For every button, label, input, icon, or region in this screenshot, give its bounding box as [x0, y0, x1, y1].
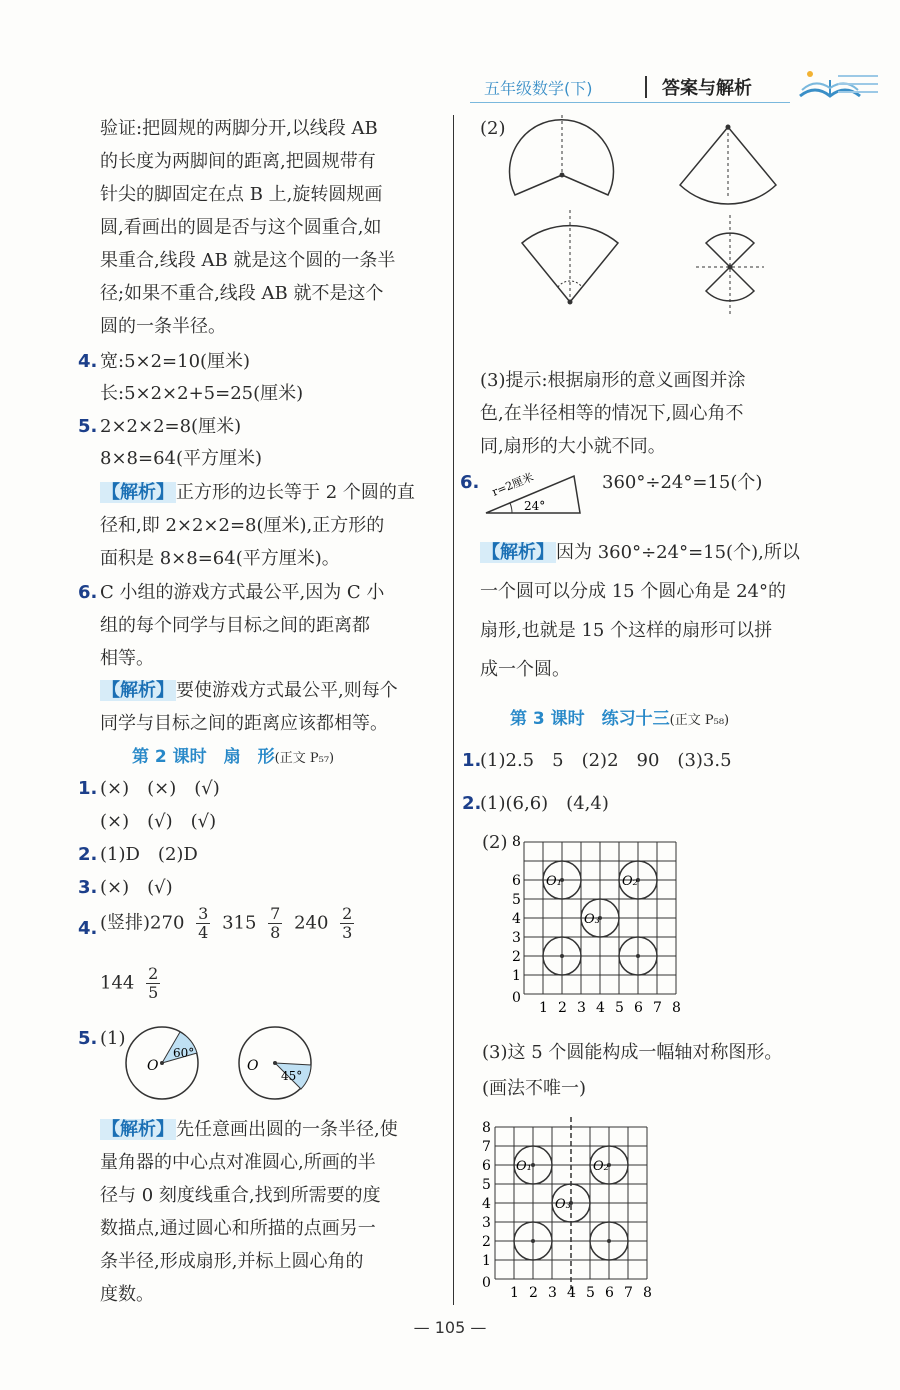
- explanation-line: 同学与目标之间的距离应该都相等。: [100, 713, 388, 734]
- y-tick: 5: [512, 892, 521, 908]
- answer-line: 相等。: [100, 648, 154, 669]
- x-tick: 8: [643, 1285, 652, 1301]
- verify-line: 的长度为两脚间的距离,把圆规带有: [100, 151, 376, 172]
- sector-drawings-figure: [500, 115, 800, 315]
- hint-line: 同,扇形的大小就不同。: [480, 436, 666, 457]
- coordinate-grid-1: [500, 832, 700, 1022]
- explanation-tag: 【解析】: [102, 680, 174, 701]
- verify-line: 圆,看画出的圆是否与这个圆重合,如: [100, 217, 382, 238]
- x-tick: 7: [653, 1000, 662, 1016]
- circle-label: O₂: [593, 1159, 609, 1174]
- sub-label: (1): [100, 1028, 126, 1049]
- y-tick: 8: [482, 1120, 491, 1136]
- answer-line: 2×2×2=8(厘米): [100, 416, 242, 437]
- answer-line: (1)D (2)D: [100, 844, 198, 865]
- verify-line: 针尖的脚固定在点 B 上,旋转圆规画: [100, 184, 383, 205]
- explanation-tag: 【解析】: [102, 1119, 174, 1140]
- radius-label: r=2厘米: [490, 470, 536, 499]
- explanation-line: 面积是 8×8=64(平方厘米)。: [100, 548, 340, 569]
- answer-line: 8×8=64(平方厘米): [100, 448, 263, 469]
- answer-line: 组的每个同学与目标之间的距离都: [100, 615, 370, 636]
- y-tick: 2: [482, 1234, 491, 1250]
- origin-tick: 0: [482, 1275, 491, 1291]
- question-number: 5.: [78, 1028, 98, 1049]
- x-tick: 6: [634, 1000, 643, 1016]
- x-tick: 3: [577, 1000, 586, 1016]
- answer-line: (画法不唯一): [482, 1078, 587, 1099]
- angle-label: 45°: [281, 1069, 303, 1083]
- x-tick: 5: [586, 1285, 595, 1301]
- x-tick: 7: [624, 1285, 633, 1301]
- question-number: 5.: [78, 416, 98, 437]
- explanation-line: 径和,即 2×2×2=8(厘米),正方形的: [100, 515, 385, 536]
- lesson-heading: 第 2 课时 扇 形(正文 P₅₇): [132, 747, 335, 767]
- y-tick: 4: [482, 1196, 491, 1212]
- verify-line: 圆的一条半径。: [100, 316, 226, 337]
- verify-line: 验证:把圆规的两脚分开,以线段 AB: [100, 118, 378, 139]
- question-number: 2.: [462, 793, 482, 814]
- question-number: 1.: [462, 750, 482, 771]
- x-tick: 4: [567, 1285, 576, 1301]
- y-tick: 1: [482, 1253, 491, 1269]
- answer-line: (3)这 5 个圆能构成一幅轴对称图形。: [482, 1042, 783, 1063]
- explanation-line: 径与 0 刻度线重合,找到所需要的度: [100, 1185, 381, 1206]
- question-number: 2.: [78, 844, 98, 865]
- angle-label: 24°: [524, 499, 546, 513]
- explanation-line: 【解析】 要使游戏方式最公平,则每个: [102, 680, 398, 701]
- sub-label: (2): [482, 832, 508, 853]
- lesson-heading: 第 3 课时 练习十三(正文 P₅₈): [510, 709, 730, 729]
- question-number: 4.: [78, 351, 98, 372]
- answer-line: (竖排)270 $\frac{3}{4}$ 315 $\frac{7}{8}$ 240 $\frac{2}{3}$: [100, 904, 353, 942]
- answer-line: 144 $\frac{2}{5}$: [100, 964, 159, 1002]
- x-tick: 1: [539, 1000, 548, 1016]
- section-title: 答案与解析: [662, 78, 752, 99]
- circle-center-label: O: [147, 1058, 159, 1074]
- explanation-line: 成一个圆。: [480, 659, 570, 680]
- angle-label: 60°: [173, 1046, 195, 1060]
- circle-label: O₁: [546, 874, 562, 889]
- verify-line: 果重合,线段 AB 就是这个圆的一条半: [100, 250, 396, 271]
- answer-line: 宽:5×2=10(厘米): [100, 351, 251, 372]
- y-tick: 4: [512, 911, 521, 927]
- verify-line: 径;如果不重合,线段 AB 就不是这个: [100, 283, 384, 304]
- fraction: $\frac{3}{4}$: [198, 904, 209, 942]
- answer-line: (×) (√): [100, 877, 173, 898]
- question-number: 3.: [78, 877, 98, 898]
- answer-line: (×) (√) (√): [100, 811, 217, 832]
- answer-line: 长:5×2×2+5=25(厘米): [100, 383, 304, 404]
- explanation-line: 数描点,通过圆心和所描的点画另一: [100, 1218, 376, 1239]
- x-tick: 1: [510, 1285, 519, 1301]
- answer-line: (1)2.5 5 (2)2 90 (3)3.5: [480, 750, 732, 771]
- y-tick: 2: [512, 949, 521, 965]
- y-tick: 6: [512, 873, 521, 889]
- explanation-tag: 【解析】: [482, 542, 554, 563]
- answer-line: (×) (×) (√): [100, 778, 220, 799]
- page-header: [470, 70, 890, 106]
- hint-line: 色,在半径相等的情况下,圆心角不: [480, 403, 744, 424]
- y-tick: 6: [482, 1158, 491, 1174]
- origin-tick: 0: [512, 990, 521, 1006]
- x-tick: 2: [529, 1285, 538, 1301]
- circle-label: O₃: [555, 1197, 571, 1212]
- x-tick: 2: [558, 1000, 567, 1016]
- header-divider: [645, 76, 647, 98]
- x-tick: 4: [596, 1000, 605, 1016]
- x-tick: 6: [605, 1285, 614, 1301]
- book-logo-icon: [790, 66, 880, 106]
- sub-label: (2): [480, 118, 506, 139]
- answer-line: (1)(6,6) (4,4): [480, 793, 609, 814]
- question-number: 6.: [78, 582, 98, 603]
- explanation-line: 扇形,也就是 15 个这样的扇形可以拼: [480, 620, 773, 641]
- explanation-tag: 【解析】: [102, 482, 174, 503]
- explanation-line: 【解析】 先任意画出圆的一条半径,使: [102, 1119, 398, 1140]
- fraction: $\frac{2}{5}$: [148, 964, 159, 1002]
- fraction: $\frac{2}{3}$: [342, 904, 353, 942]
- sector-24-figure: [484, 468, 584, 518]
- explanation-line: 度数。: [100, 1284, 154, 1305]
- coordinate-grid-2: [478, 1115, 678, 1305]
- circle-label: O₃: [584, 912, 600, 927]
- x-tick: 8: [672, 1000, 681, 1016]
- answer-line: C 小组的游戏方式最公平,因为 C 小: [100, 582, 385, 603]
- circle-center-label: O: [247, 1058, 259, 1074]
- explanation-line: 【解析】 正方形的边长等于 2 个圆的直: [102, 482, 415, 503]
- circle-label: O₁: [516, 1159, 532, 1174]
- page-number: — 105 —: [413, 1318, 487, 1337]
- circle-label: O₂: [622, 874, 638, 889]
- x-tick: 5: [615, 1000, 624, 1016]
- fraction: $\frac{7}{8}$: [270, 904, 281, 942]
- column-divider: [453, 115, 454, 1305]
- explanation-line: 条半径,形成扇形,并标上圆心角的: [100, 1251, 364, 1272]
- y-tick: 5: [482, 1177, 491, 1193]
- sector-circles-figure: [125, 1025, 315, 1105]
- header-rule: [470, 102, 790, 103]
- hint-line: (3)提示:根据扇形的意义画图并涂: [480, 370, 746, 391]
- explanation-line: 量角器的中心点对准圆心,所画的半: [100, 1152, 376, 1173]
- question-number: 4.: [78, 918, 98, 939]
- book-title: 五年级数学(下): [484, 79, 593, 98]
- answer-line: 360°÷24°=15(个): [602, 472, 763, 493]
- explanation-line: 一个圆可以分成 15 个圆心角是 24°的: [480, 581, 786, 602]
- question-number: 6.: [460, 472, 480, 493]
- explanation-line: 【解析】 因为 360°÷24°=15(个),所以: [482, 542, 800, 563]
- x-tick: 3: [548, 1285, 557, 1301]
- y-tick: 3: [512, 930, 521, 946]
- y-tick: 3: [482, 1215, 491, 1231]
- y-tick: 7: [482, 1139, 491, 1155]
- y-tick: 1: [512, 968, 521, 984]
- y-tick: 8: [512, 834, 521, 850]
- question-number: 1.: [78, 778, 98, 799]
